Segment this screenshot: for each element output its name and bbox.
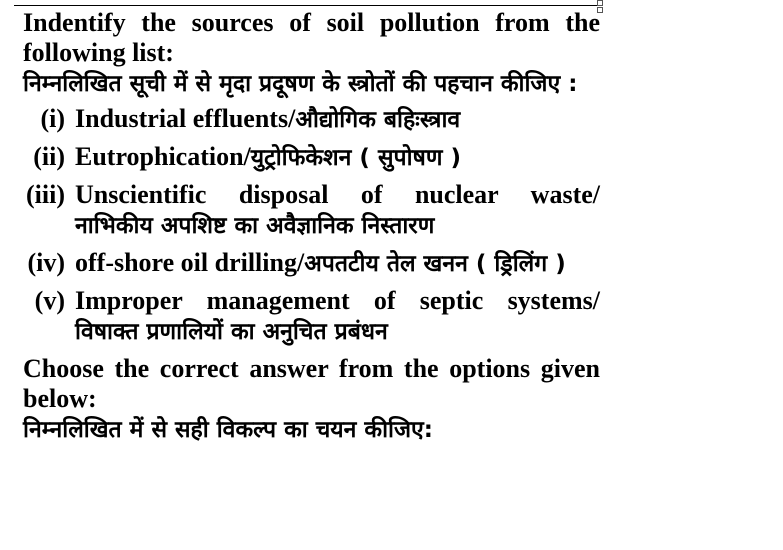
option-item xyxy=(23,286,600,348)
top-border-line xyxy=(14,5,600,6)
option-number: (iv) xyxy=(27,248,65,277)
option-item xyxy=(23,180,600,242)
question-english: Indentify the sources of soil pollution from the following list: xyxy=(23,8,600,67)
option-hindi: अपतटीय तेल खनन ( ड्रिलिंग ) xyxy=(304,251,566,277)
question-hindi: निम्नलिखित सूची में से मृदा प्रदूषण के स्त्रोतों की पहचान कीजिए : xyxy=(23,71,578,97)
option-hindi: युट्रोफिकेशन ( सुपोषण ) xyxy=(250,145,461,171)
option-english: off-shore oil drilling/ xyxy=(75,248,305,277)
option-number: (i) xyxy=(40,104,65,133)
resize-handle-top[interactable] xyxy=(597,0,603,6)
option-number: (iii) xyxy=(26,180,65,209)
option-number: (v) xyxy=(34,286,65,315)
options-list xyxy=(23,104,600,348)
option-hindi: विषाक्त प्रणालियों का अनुचित प्रबंधन xyxy=(75,319,388,345)
instruction-hindi: निम्नलिखित में से सही विकल्प का चयन कीजिए: xyxy=(23,417,433,443)
option-item xyxy=(23,248,600,280)
instruction-english: Choose the correct answer from the options given below: xyxy=(23,354,600,413)
option-item xyxy=(23,104,600,136)
option-item xyxy=(23,142,600,174)
option-hindi: नाभिकीय अपशिष्ट का अवैज्ञानिक निस्तारण xyxy=(75,213,435,239)
option-english: Improper management of septic systems/ xyxy=(75,286,600,315)
option-english: Eutrophication/ xyxy=(75,142,251,171)
option-english: Unscientific disposal of nuclear waste/ xyxy=(75,180,600,209)
option-english: Industrial effluents/ xyxy=(75,104,296,133)
option-number: (ii) xyxy=(33,142,65,171)
question-block xyxy=(23,8,600,446)
option-hindi: औद्योगिक बहिःस्त्राव xyxy=(295,107,461,133)
